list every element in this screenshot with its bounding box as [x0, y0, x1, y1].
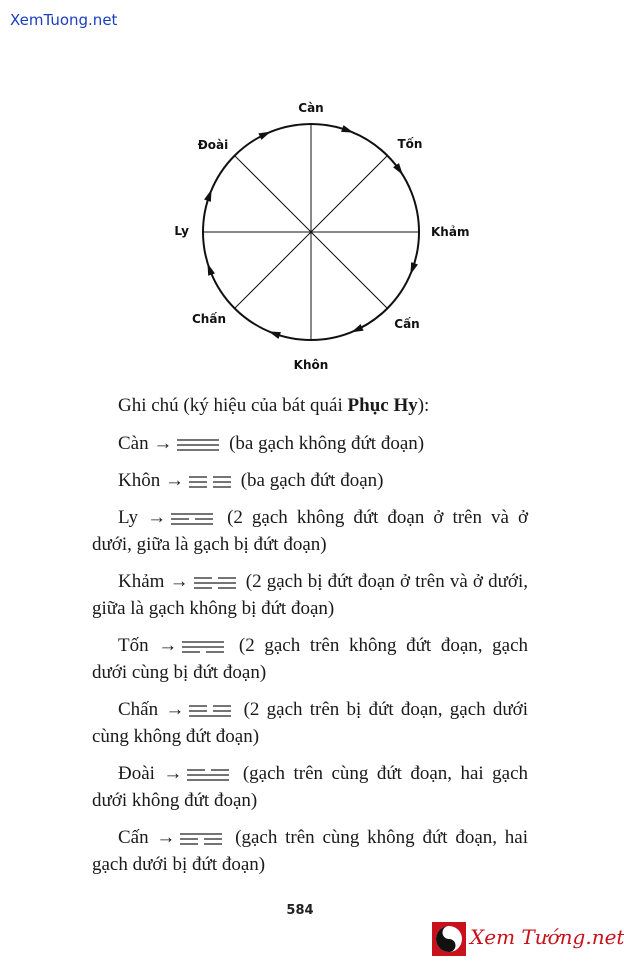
label-ly: Ly	[174, 224, 189, 238]
trigram-description: (2 gạch trên không đứt đoạn, gạch dưới cùng bị đứt đoạn)	[92, 635, 529, 683]
trigram-name: Tốn	[118, 635, 149, 656]
label-doai: Đoài	[197, 138, 229, 152]
trigram-note-item	[92, 696, 528, 750]
arrow-icon: →	[148, 433, 173, 454]
yin-yang-icon	[432, 922, 466, 956]
trigram-name: Khôn	[118, 470, 161, 491]
arrow-icon: →	[148, 827, 176, 848]
trigram-name: Chấn	[118, 699, 159, 720]
trigram-icon	[169, 512, 215, 526]
arrow-head	[258, 132, 270, 140]
label-can-2: Cấn	[394, 317, 420, 331]
site-watermark: XemTuong.net	[10, 11, 118, 29]
trigram-note-item	[92, 824, 528, 878]
trigram-icon	[178, 832, 224, 846]
trigram-note-item	[92, 632, 528, 686]
trigram-name: Ly	[118, 507, 139, 528]
arrow-icon: →	[148, 635, 178, 656]
label-kham: Khảm	[431, 225, 470, 239]
label-ton: Tốn	[397, 137, 423, 151]
arrow-head	[410, 262, 417, 275]
trigram-icon	[192, 576, 238, 590]
trigram-name: Đoài	[118, 763, 155, 784]
notes-section	[92, 392, 528, 888]
arrow-head	[268, 331, 281, 338]
arrow-head	[207, 263, 214, 276]
page-number: 584	[286, 903, 314, 918]
trigram-description: (2 gạch không đứt đoạn ở trên và ở dưới, giữa là gạch bị đứt đoạn)	[92, 507, 528, 555]
trigram-description: (2 gạch bị đứt đoạn ở trên và ở dưới, giữa là gạch không bị đứt đoạn)	[92, 571, 528, 619]
arrow-head	[204, 189, 211, 202]
trigram-note-item	[92, 430, 528, 457]
trigram-description: (ba gạch không đứt đoạn)	[224, 433, 425, 454]
label-chan: Chấn	[192, 312, 226, 326]
trigram-description: (ba gạch đứt đoạn)	[235, 470, 384, 491]
notes-intro: Ghi chú (ký hiệu của bát quái Phục Hy):	[118, 395, 430, 416]
trigram-description: (gạch trên cùng không đứt đoạn, hai gạch dưới bị đứt đoạn)	[92, 827, 528, 875]
arrow-icon: →	[154, 763, 183, 784]
arrow-head	[341, 125, 354, 132]
label-can: Càn	[298, 101, 324, 115]
trigram-icon	[175, 438, 221, 452]
trigram-icon	[187, 475, 233, 489]
bagua-circle-diagram	[150, 92, 490, 382]
site-logo: Xem Tướng.net	[432, 922, 592, 958]
trigram-note-item	[92, 760, 528, 814]
arrow-icon: →	[164, 571, 189, 592]
trigram-name: Cấn	[118, 827, 149, 848]
arrow-icon: →	[160, 470, 184, 491]
trigram-name: Càn	[118, 433, 149, 454]
trigram-description: (2 gạch trên bị đứt đoạn, gạch dưới cùng không đứt đoạn)	[92, 699, 529, 747]
trigram-description: (gạch trên cùng đứt đoạn, hai gạch dưới không đứt đoạn)	[92, 763, 528, 811]
trigram-note-item	[92, 467, 528, 494]
trigram-note-item	[92, 568, 528, 622]
trigram-icon	[180, 640, 226, 654]
trigram-icon	[185, 768, 231, 782]
arrow-icon: →	[138, 507, 167, 528]
arrow-head	[351, 324, 363, 332]
arrow-icon: →	[158, 699, 185, 720]
trigram-note-item	[92, 504, 528, 558]
label-khon: Khôn	[293, 358, 329, 372]
trigram-icon	[187, 704, 233, 718]
trigram-name: Khảm	[118, 571, 165, 592]
